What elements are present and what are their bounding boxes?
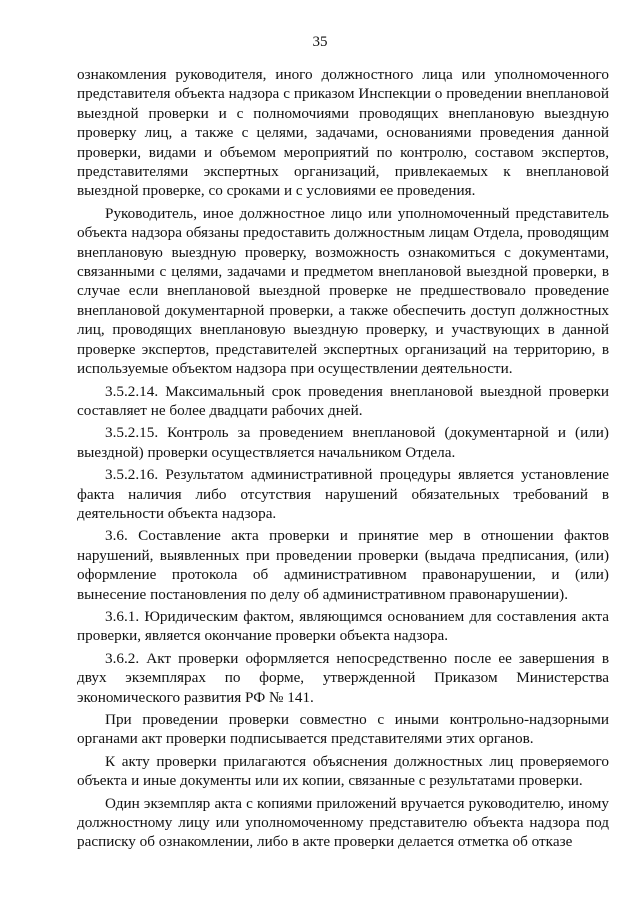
paragraph: Один экземпляр акта с копиями приложений вручается руководителю, иному должностному лицу или уполномоченному представителю объекта надзора под расписку об ознакомлении, либо в акте проверки делается отметка об отказе — [77, 794, 609, 851]
paragraph: ознакомления руководителя, иного должностного лица или уполномоченного представителя объекта надзора с приказом Инспекции о проведении внеплановой выездной проверки и с полномочиями проводящих внеплановую выездную проверку лиц, а также с целями, задачами, основаниями проведения данной проверки, видами и объемом мероприятий по контролю, составом экспертов, представителями экспертных организаций, привлекаемых к внеплановой выездной проверке, со сроками и с условиями ее проведения. — [77, 66, 609, 200]
paragraph: 3.6.1. Юридическим фактом, являющимся основанием для составления акта проверки, является окончание проверки объекта надзора. — [77, 607, 609, 645]
paragraph: 3.5.2.15. Контроль за проведением внеплановой (документарной и (или) выездной) проверки осуществляется начальником Отдела. — [77, 424, 609, 461]
page-number: 35 — [312, 34, 328, 50]
paragraph: 3.6.2. Акт проверки оформляется непосредственно после ее завершения в двух экземплярах по форме, утвержденной Приказом Министерства экономического развития РФ № 141. — [77, 649, 609, 706]
paragraph: При проведении проверки совместно с иными контрольно-надзорными органами акт проверки подписывается представителями этих органов. — [77, 711, 609, 748]
paragraph: К акту проверки прилагаются объяснения должностных лиц проверяемого объекта и иные документы или их копии, связанные с результатами проверки. — [77, 752, 609, 790]
paragraph: 3.6. Составление акта проверки и принятие мер в отношении фактов нарушений, выявленных при проведении проверки (выдача предписания, (или) оформление протокола об административном правонарушении, и (или) вынесение постановления по делу об административном правонарушении). — [77, 527, 609, 603]
document-body — [77, 65, 609, 852]
paragraph: 3.5.2.14. Максимальный срок проведения внеплановой выездной проверки составляет не более двадцати рабочих дней. — [77, 382, 609, 419]
paragraph: 3.5.2.16. Результатом административной процедуры является установление факта наличия либо отсутствия нарушений обязательных требований в деятельности объекта надзора. — [77, 466, 609, 522]
paragraph: Руководитель, иное должностное лицо или уполномоченный представитель объекта надзора обязаны предоставить должностным лицам Отдела, проводящим внеплановую выездную проверку, возможность ознакомиться с документами, связанными с целями, задачами и предметом внеплановой выездной проверки, в случае если внеплановой выездной проверке не предшествовало проведение внеплановой документарной проверки, а также обеспечить доступ должностных лиц, проводящих внеплановую выездную проверку, и участвующих в данной проверке экспертов, представителей экспертных организаций на территорию, в используемые объектом надзора при осуществлении деятельности. — [77, 204, 609, 378]
